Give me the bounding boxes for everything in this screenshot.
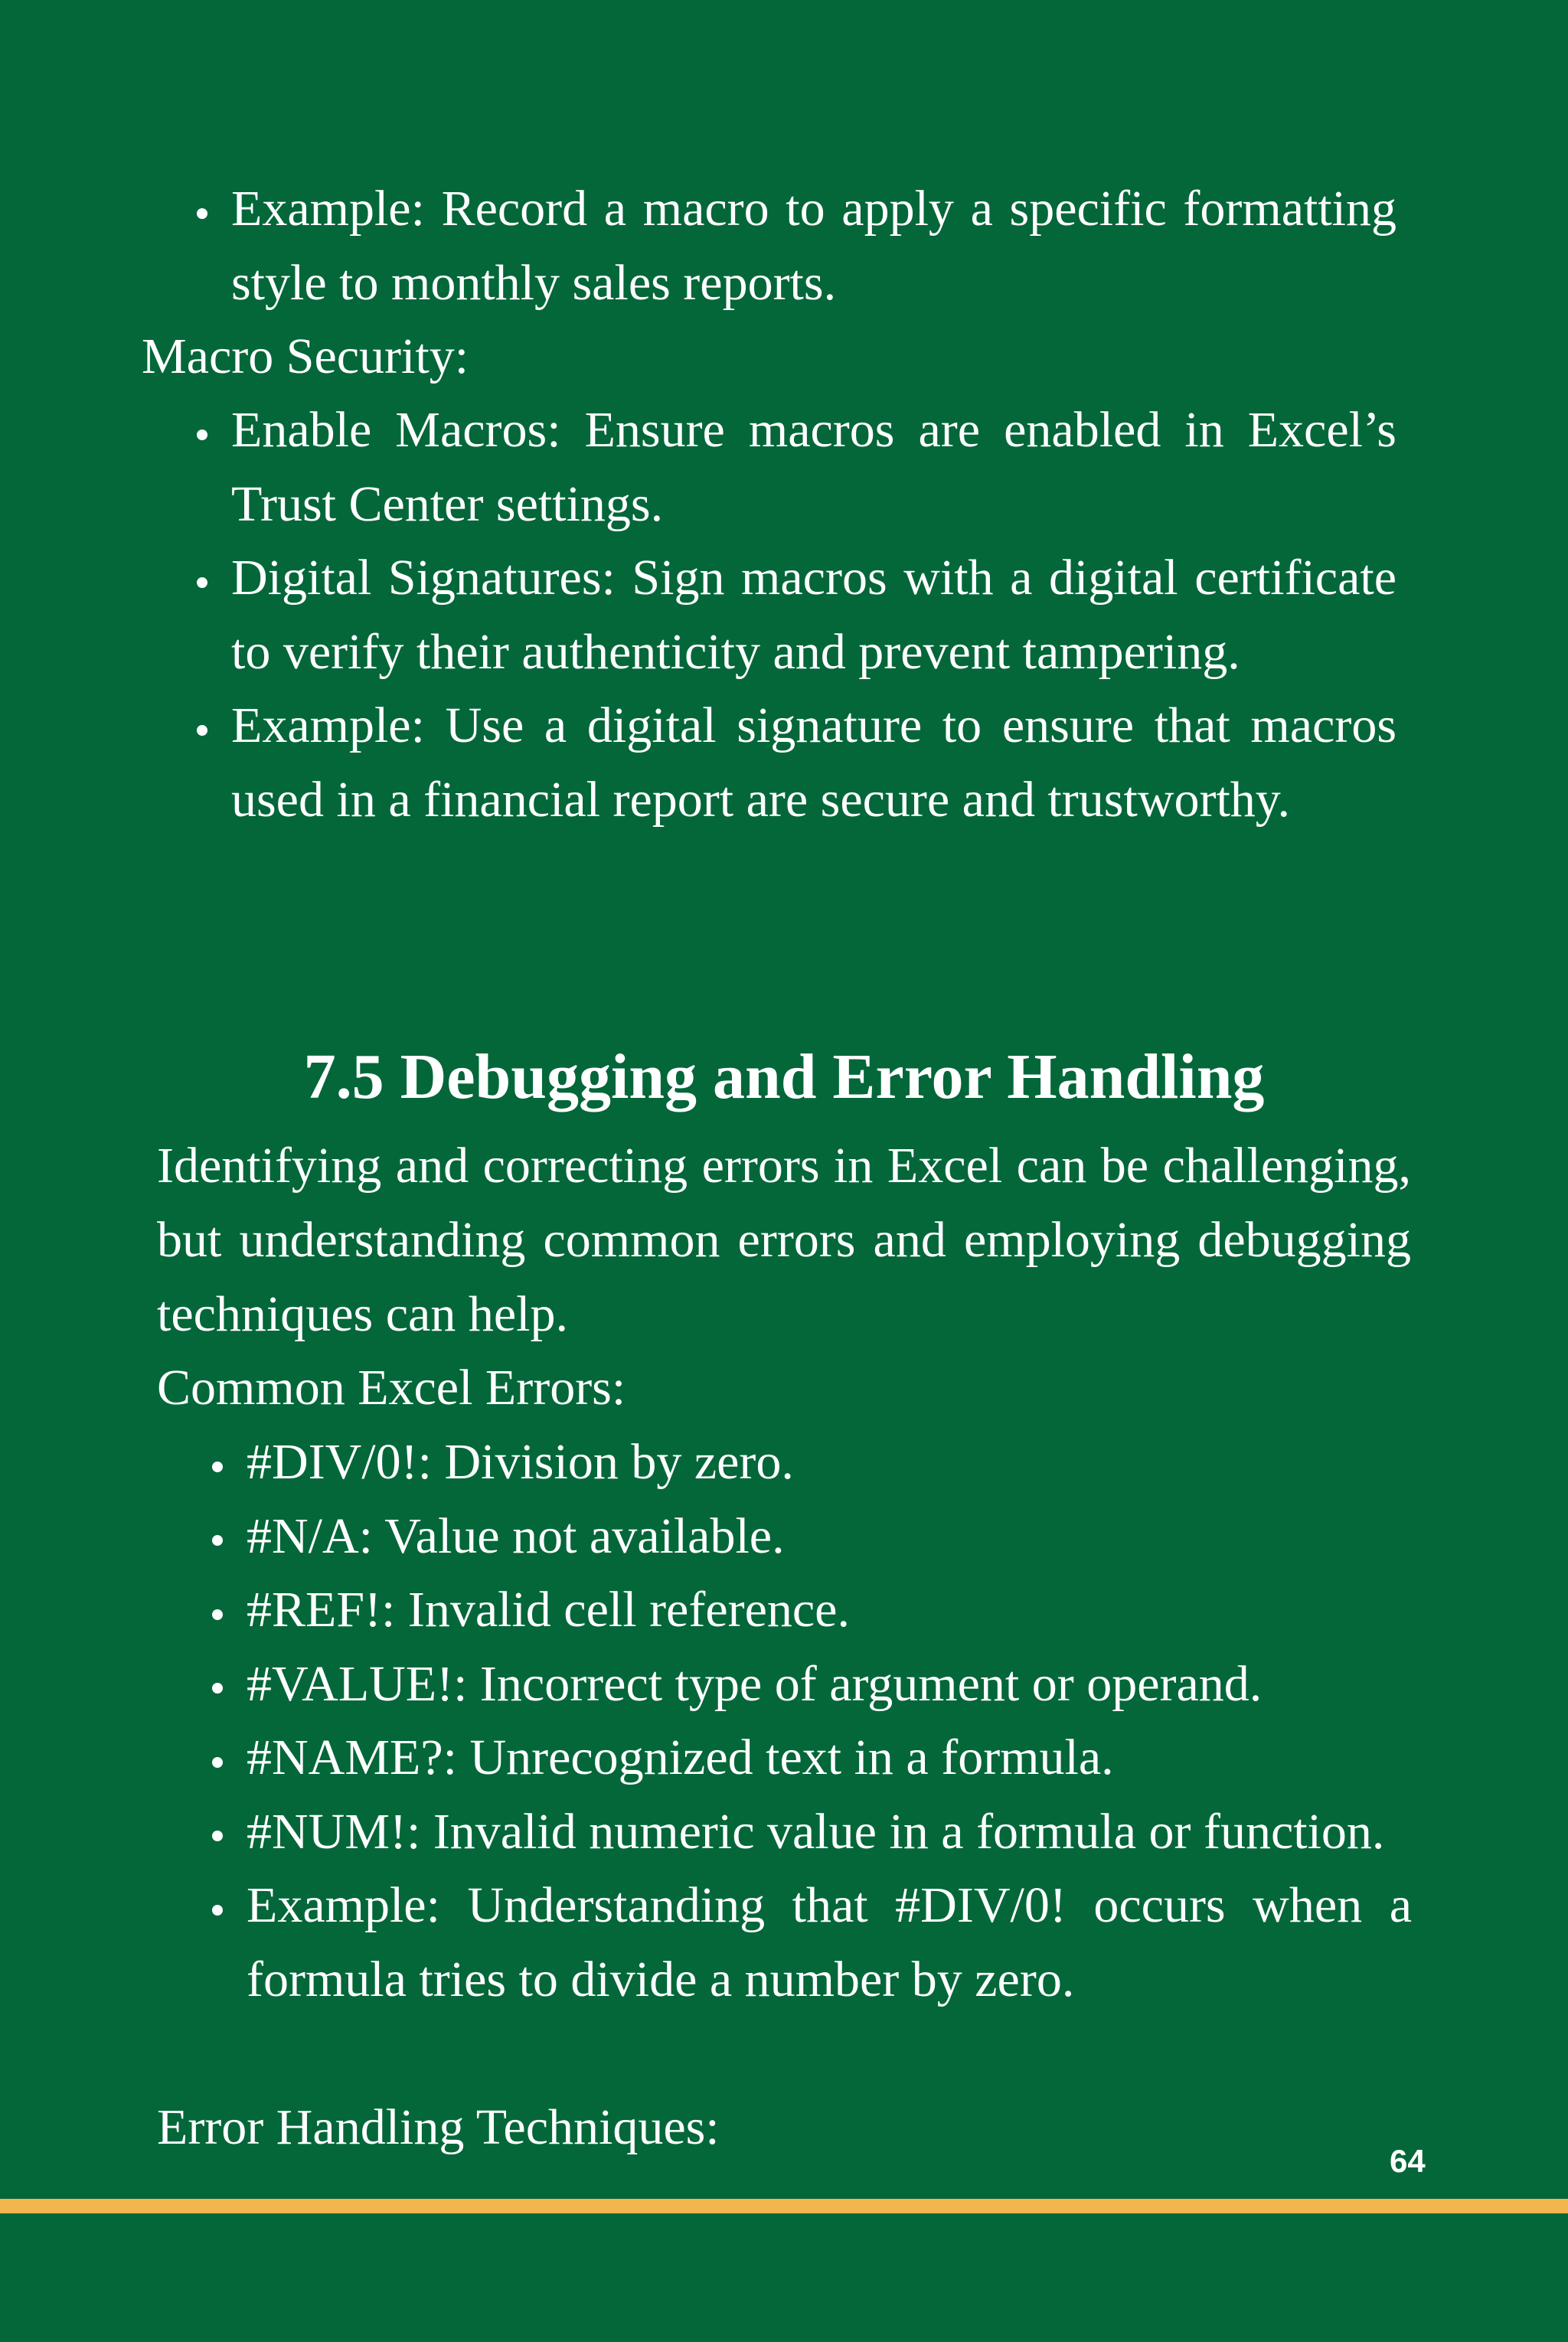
list-item-text: #N/A: Value not available.: [247, 1507, 785, 1564]
list-item: [247, 1869, 1412, 2017]
list-item: [247, 1573, 1412, 1648]
list-item-text: #NAME?: Unrecognized text in a formula.: [247, 1730, 1114, 1785]
macro-security-list: [231, 394, 1396, 837]
list-item: [231, 689, 1396, 837]
macro-security-label: Macro Security:: [142, 328, 469, 384]
section-intro: Identifying and correcting errors in Excel can be challenging, but understanding common errors and employing debugging techniques can help.: [157, 1138, 1411, 1342]
bullet-icon: [187, 541, 217, 616]
list-item: [247, 1426, 1412, 1500]
common-errors-label: Common Excel Errors:: [157, 1360, 626, 1416]
list-item: [247, 1648, 1412, 1722]
list-item: [247, 1721, 1412, 1795]
error-handling-label: Error Handling Techniques:: [157, 2099, 720, 2155]
list-item-text: Example: Use a digital signature to ensure that macros used in a financial report are secure and trustworthy.: [231, 697, 1396, 828]
list-item-text: Example: Record a macro to apply a specific formatting style to monthly sales reports.: [231, 181, 1396, 311]
bullet-icon: [202, 1721, 233, 1795]
list-item: [231, 394, 1396, 541]
bullet-icon: [187, 172, 217, 247]
list-item-text: #REF!: Invalid cell reference.: [247, 1582, 850, 1638]
footer-rule: [0, 2199, 1568, 2213]
list-item: [231, 541, 1396, 689]
section-heading: 7.5 Debugging and Error Handling: [303, 1041, 1265, 1112]
bullet-icon: [202, 1426, 233, 1500]
list-item: [247, 1795, 1412, 1870]
list-item: [231, 172, 1396, 320]
list-item-text: #VALUE!: Incorrect type of argument or operand.: [247, 1655, 1263, 1712]
bullet-icon: [202, 1648, 233, 1722]
common-errors-list: [247, 1426, 1412, 2017]
list-item-text: Digital Signatures: Sign macros with a digital certificate to verify their authenticity and prevent tampering.: [231, 550, 1396, 680]
bullet-icon: [187, 689, 217, 763]
bullet-icon: [187, 394, 217, 468]
list-item-text: Example: Understanding that #DIV/0! occurs when a formula tries to divide a number by zero.: [247, 1877, 1412, 2007]
bullet-icon: [202, 1500, 233, 1574]
bullet-icon: [202, 1795, 233, 1870]
list-item-text: #DIV/0!: Division by zero.: [247, 1434, 794, 1490]
bullet-icon: [202, 1573, 233, 1648]
macro-example-list: [231, 172, 1396, 320]
list-item-text: Enable Macros: Ensure macros are enabled in Excel’s Trust Center settings.: [231, 402, 1396, 532]
list-item: [247, 1500, 1412, 1574]
page-number: 64: [1390, 2143, 1426, 2179]
bullet-icon: [202, 1869, 233, 1943]
list-item-text: #NUM!: Invalid numeric value in a formula or function.: [247, 1803, 1385, 1860]
